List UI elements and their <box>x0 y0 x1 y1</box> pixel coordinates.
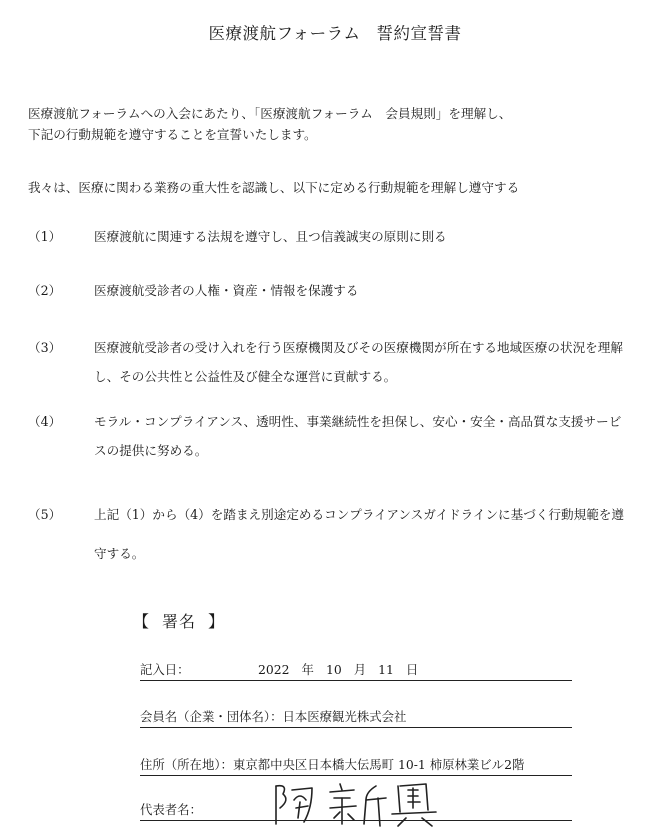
item-number: （1） <box>28 229 62 244</box>
month-unit: 月 <box>353 662 367 677</box>
bracket-open: 【 <box>133 612 151 631</box>
item-number: （5） <box>28 507 62 522</box>
item-number: （4） <box>28 414 62 429</box>
handwritten-signature <box>268 778 448 828</box>
member-name-label: 会員名（企業・団体名）： <box>140 709 283 724</box>
address-field <box>140 755 572 776</box>
signature-drawing <box>268 778 448 828</box>
intro-paragraph <box>28 103 511 145</box>
code-item-4 <box>28 407 628 465</box>
signature-heading <box>133 609 225 632</box>
intro-line-2: 下記の行動規範を遵守することを宣誓いたします。 <box>28 127 317 142</box>
title-part-1: 医療渡航フォーラム <box>208 24 361 43</box>
member-name-field <box>140 707 572 728</box>
item-text: 医療渡航に関連する法規を遵守し、且つ信義誠実の原則に則る <box>94 229 447 244</box>
year-unit: 年 <box>301 662 314 677</box>
title-part-2: 誓約宣誓書 <box>376 24 462 43</box>
code-item-1 <box>28 222 628 251</box>
member-name-value: 日本医療観光株式会社 <box>282 709 407 724</box>
address-label: 住所（所在地）： <box>140 757 233 772</box>
code-item-5 <box>28 495 628 573</box>
code-item-2 <box>28 276 628 305</box>
statement-paragraph: 我々は、医療に関わる業務の重大性を認識し、以下に定める行動規範を理解し遵守する <box>28 180 520 195</box>
code-item-3 <box>28 333 628 391</box>
representative-label: 代表者名： <box>140 802 202 817</box>
bracket-close: 】 <box>208 612 226 631</box>
item-number: （3） <box>28 340 62 355</box>
item-text: 上記（1）から（4）を踏まえ別途定めるコンプライアンスガイドラインに基づく行動規範を遵守する。 <box>94 507 624 561</box>
item-text: 医療渡航受診者の受け入れを行う医療機関及びその医療機関が所在する地域医療の状況を理解し、その公共性と公益性及び健全な運営に貢献する。 <box>94 340 623 384</box>
date-month: 10 <box>325 662 342 677</box>
date-field <box>140 660 572 681</box>
date-year: 2022 <box>258 662 290 677</box>
item-text: 医療渡航受診者の人権・資産・情報を保護する <box>94 283 359 298</box>
signature-heading-text: 署名 <box>162 612 197 631</box>
item-text: モラル・コンプライアンス、透明性、事業継続性を担保し、安心・安全・高品質な支援サービスの提供に努める。 <box>94 414 622 458</box>
date-label: 記入日： <box>140 662 190 677</box>
date-day: 11 <box>378 662 394 677</box>
page-title <box>0 20 670 44</box>
address-value: 東京都中央区日本橋大伝馬町 10-1 柿原林業ビル2階 <box>232 757 525 772</box>
intro-line-1: 医療渡航フォーラムへの入会にあたり、「医療渡航フォーラム 会員規則」を理解し、 <box>28 106 512 121</box>
item-number: （2） <box>28 283 62 298</box>
day-unit: 日 <box>405 662 419 677</box>
